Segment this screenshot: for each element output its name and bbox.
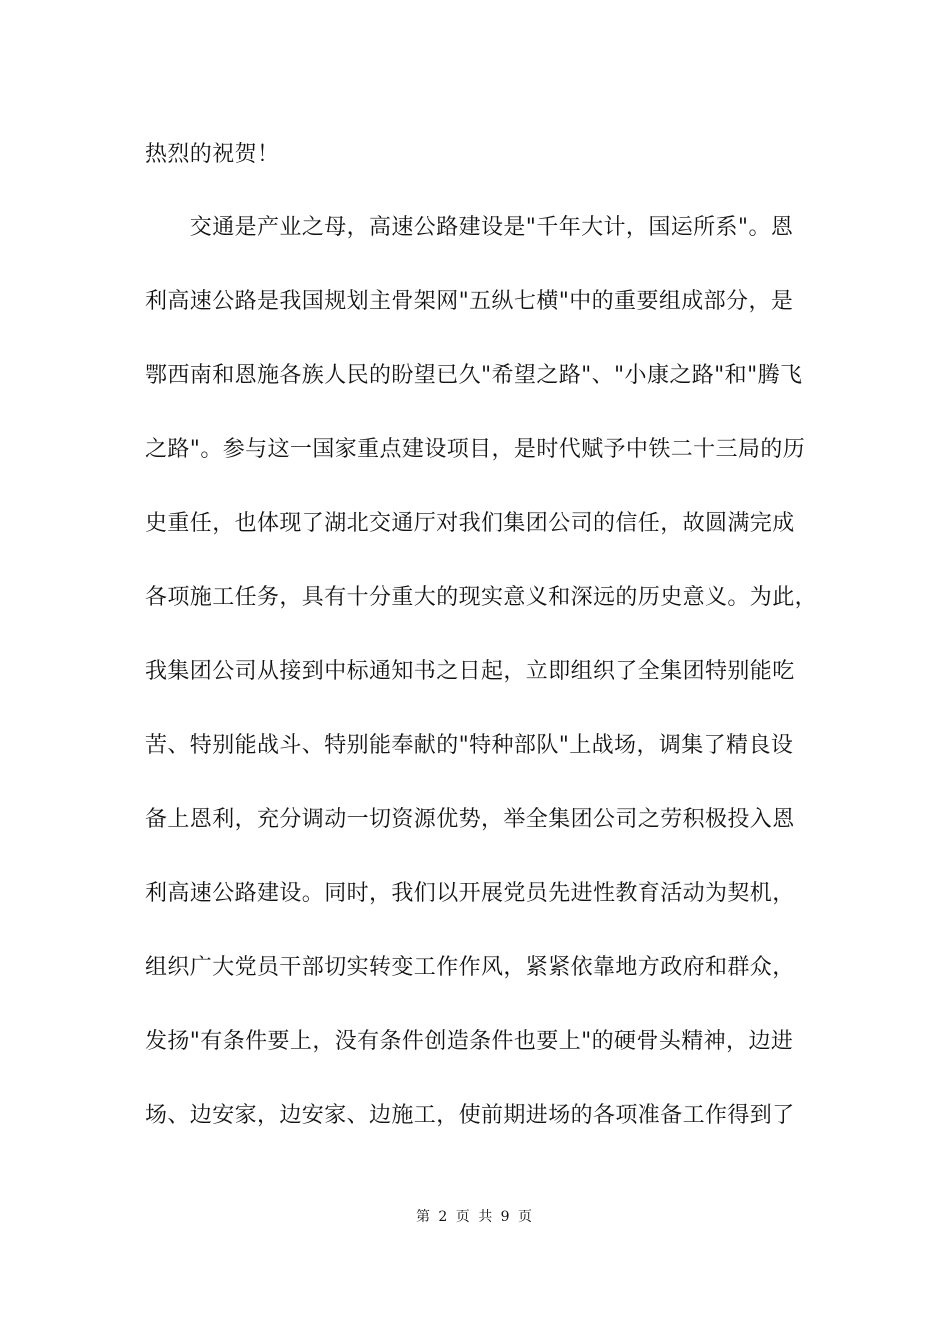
text-line: 苦、特别能战斗、特别能奉献的"特种部队"上战场，调集了精良设	[145, 733, 794, 758]
text-line: 史重任，也体现了湖北交通厅对我们集团公司的信任，故圆满完成	[145, 511, 795, 536]
text-line: 组织广大党员干部切实转变工作作风，紧紧依靠地方政府和群众，	[145, 955, 795, 980]
text-line: 交通是产业之母，高速公路建设是"千年大计，国运所系"。恩	[145, 215, 794, 240]
text-line: 之路"。参与这一国家重点建设项目，是时代赋予中铁二十三局的历	[145, 437, 806, 462]
text-line: 发扬"有条件要上，没有条件创造条件也要上"的硬骨头精神，边进	[145, 1029, 794, 1054]
text-line: 各项施工任务，具有十分重大的现实意义和深远的历史意义。为此，	[145, 585, 818, 610]
text-line: 备上恩利，充分调动一切资源优势，举全集团公司之劳积极投入恩	[145, 807, 795, 832]
text-line: 鄂西南和恩施各族人民的盼望已久"希望之路"、"小康之路"和"腾飞	[145, 363, 803, 388]
page-number: 第 2 页 共 9 页	[415, 1209, 535, 1225]
text-line: 利高速公路是我国规划主骨架网"五纵七横"中的重要组成部分，是	[145, 289, 794, 314]
text-line: 我集团公司从接到中标通知书之日起，立即组织了全集团特别能吃	[145, 659, 795, 684]
text-line: 场、边安家，边安家、边施工，使前期进场的各项准备工作得到了	[145, 1103, 795, 1128]
text-line: 利高速公路建设。同时，我们以开展党员先进性教育活动为契机，	[145, 881, 795, 906]
text-line: 热烈的祝贺！	[145, 142, 280, 167]
